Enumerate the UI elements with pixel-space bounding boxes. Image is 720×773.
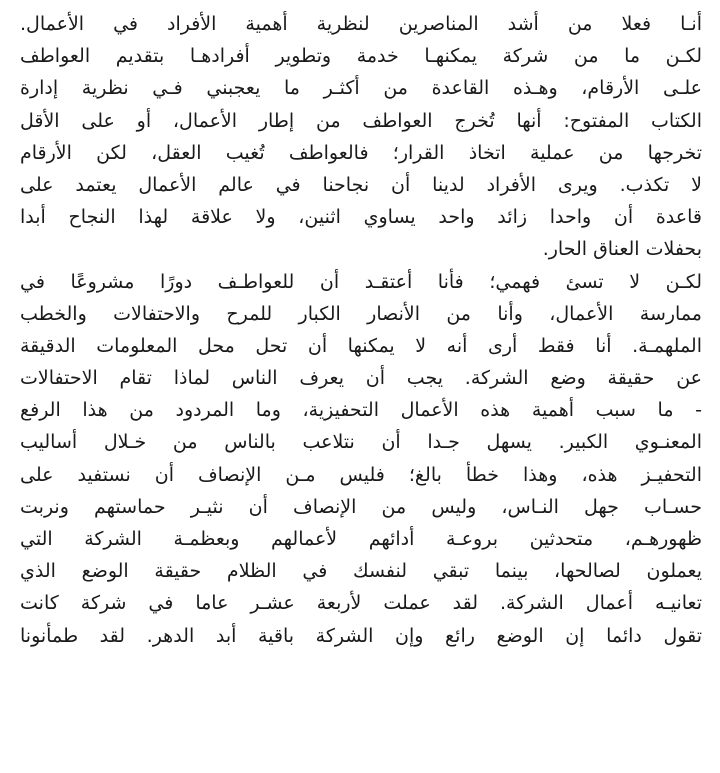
body-text — [20, 8, 702, 652]
text-line: يعملون لصالحها، بينما تبقي لنفسك في الظلام حقيقة الوضع الذي — [20, 560, 702, 583]
text-line: ظهورهـم، متحدثين بروعـة أدائهم لأعمالهم وبعظمـة الشركة التي — [20, 528, 702, 550]
text-line: ممارسة الأعمال، وأنا من الأنصار الكبار للمرح والاحتفالات والخطب — [20, 302, 702, 325]
text-line: لكـن لا تسئ فهمي؛ فأنا أعتقـد أن للعواطـف دورًا مشروعًا في — [20, 270, 702, 293]
text-line: لا تكذب. ويرى الأفراد لدينا أن نجاحنا في عالم الأعمال يعتمد على — [20, 173, 702, 196]
paragraph-1 — [20, 8, 702, 266]
text-line: بحفلات العناق الحار. — [542, 238, 702, 261]
text-line: حسـاب جهل النـاس، وليس من الإنصاف أن نثيـر حماستهم ونربت — [20, 495, 702, 518]
paragraph-2 — [20, 266, 702, 652]
text-line: الكتاب المفتوح: أنها تُخرج العواطف من إطار الأعمال، أو على الأقل — [20, 109, 702, 132]
text-line: علـى الأرقام، وهـذه القاعدة من أكثـر ما يعجبني فـي نظرية إدارة — [20, 77, 702, 100]
text-line: لكـن ما من شركة يمكنهـا خدمة وتطوير أفرادهـا بتقديم العواطف — [20, 45, 702, 68]
text-line: المعنـوي الكبير. يسهل جـدا أن نتلاعب بالناس من خـلال أساليب — [20, 431, 702, 454]
text-line: تخرجها من عملية اتخاذ القرار؛ فالعواطف تُغيب العقل، لكن الأرقام — [20, 141, 702, 164]
text-line: - ما سبب أهمية هذه الأعمال التحفيزية، وما المردود من هذا الرفع — [20, 399, 702, 422]
text-line: تعانيـه أعمال الشركة. لقد عملت لأربعة عشـر عاما في شركة كانت — [20, 592, 702, 615]
text-line: أنـا فعلا من أشد المناصرين لنظرية أهمية الأفراد في الأعمال. — [20, 13, 702, 35]
text-line: قاعدة أن واحدا زائد واحد يساوي اثنين، ولا علاقة لهذا النجاح أبدا — [20, 206, 702, 229]
text-line: الملهمـة. أنا فقط أرى أنه لا يمكنها أن تحل محل المعلومات الدقيقة — [20, 334, 702, 357]
text-line: تقول دائما إن الوضع رائع وإن الشركة باقية أبد الدهر. لقد طمأنونا — [20, 624, 702, 647]
text-line: عن حقيقة وضع الشركة. يجب أن يعرف الناس لماذا تقام الاحتفالات — [20, 367, 702, 390]
text-line: التحفيـز هذه، وهذا خطأ بالغ؛ فليس مـن الإنصاف أن نستفيد على — [20, 463, 702, 486]
